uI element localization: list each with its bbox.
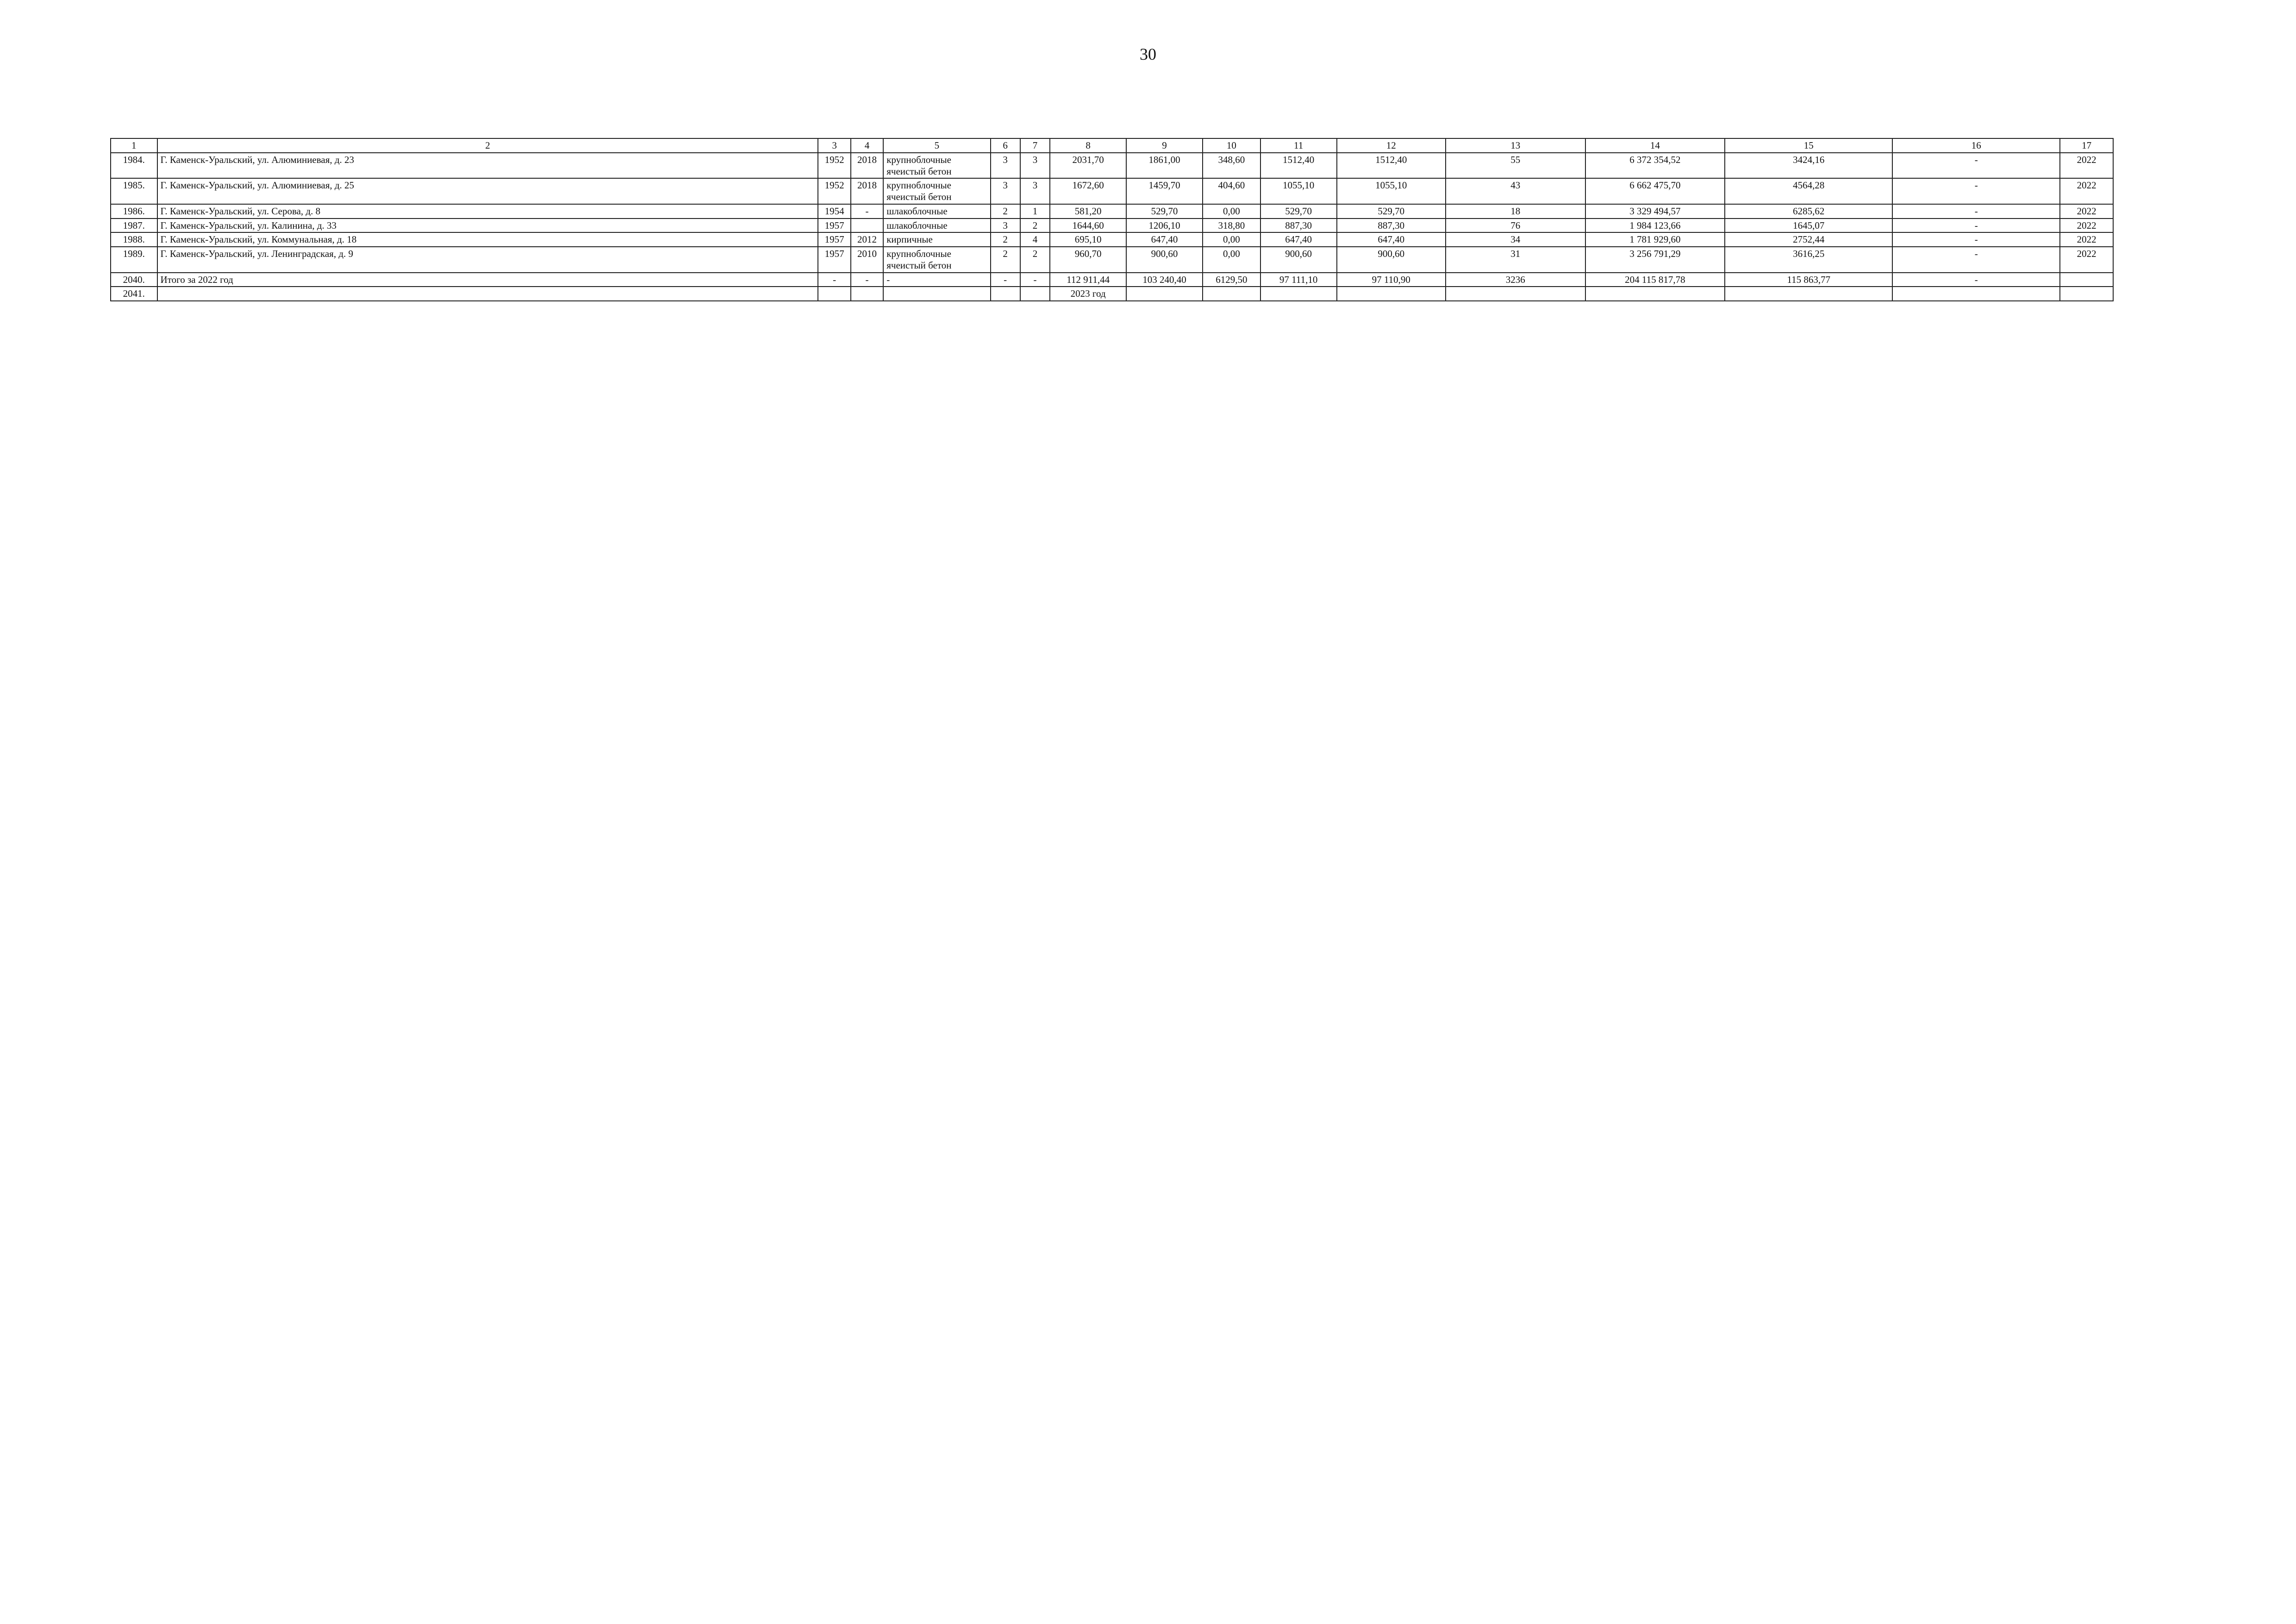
column-16-cell: - [1892,153,2060,179]
floors-cell: 3 [991,153,1020,179]
floors-cell: 2 [991,232,1020,247]
wall-material-cell: крупноблочные ячеистый бетон [883,178,990,204]
wall-material-cell: шлакоблочные [883,204,990,219]
table-row [111,153,2113,179]
plan-year-cell: 2022 [2060,232,2113,247]
total-area-cell: 960,70 [1050,247,1126,273]
year-repair-cell: - [851,204,883,219]
wall-material-cell [883,287,990,301]
column-number-header: 9 [1126,138,1203,153]
column-number-header: 5 [883,138,990,153]
area-cell [1337,287,1446,301]
area-cell: 1055,10 [1337,178,1446,204]
column-number-header: 6 [991,138,1020,153]
year-built-cell: - [818,273,850,287]
year-built-cell: 1954 [818,204,850,219]
plan-year-cell: 2022 [2060,178,2113,204]
year-built-cell: 1957 [818,232,850,247]
year-repair-cell: - [851,273,883,287]
area-cell: 529,70 [1337,204,1446,219]
year-built-cell: 1952 [818,178,850,204]
repair-cost-cell [1585,287,1725,301]
total-area-cell: 1672,60 [1050,178,1126,204]
column-number-header: 4 [851,138,883,153]
year-repair-cell [851,287,883,301]
floors-cell: 2 [991,204,1020,219]
residents-cell [1446,287,1585,301]
living-area-cell: 1206,10 [1126,219,1203,233]
total-area-cell: 2023 год [1050,287,1126,301]
nonresidential-area-cell: 0,00 [1203,247,1260,273]
residents-cell: 43 [1446,178,1585,204]
wall-material-cell: кирпичные [883,232,990,247]
wall-material-cell: - [883,273,990,287]
living-area-cell: 1861,00 [1126,153,1203,179]
repair-cost-cell: 3 256 791,29 [1585,247,1725,273]
residents-cell: 76 [1446,219,1585,233]
column-number-header: 16 [1892,138,2060,153]
plan-year-cell [2060,273,2113,287]
year-built-cell: 1952 [818,153,850,179]
plan-year-cell: 2022 [2060,153,2113,179]
living-area-cell: 647,40 [1126,232,1203,247]
year-repair-cell: 2018 [851,153,883,179]
wall-material-cell: крупноблочные ячеистый бетон [883,153,990,179]
column-number-header: 11 [1260,138,1337,153]
entrances-cell: 1 [1020,204,1050,219]
floors-cell: 2 [991,247,1020,273]
total-area-cell: 2031,70 [1050,153,1126,179]
area-cell: 887,30 [1337,219,1446,233]
column-16-cell: - [1892,247,2060,273]
repair-cost-cell: 6 372 354,52 [1585,153,1725,179]
address-cell: Г. Каменск-Уральский, ул. Ленинградская, д. 9 [157,247,818,273]
table-row [111,178,2113,204]
floors-cell [991,287,1020,301]
cost-per-m2-cell: 6285,62 [1725,204,1892,219]
plan-year-cell: 2022 [2060,247,2113,273]
address-cell: Итого за 2022 год [157,273,818,287]
repair-cost-cell: 6 662 475,70 [1585,178,1725,204]
repair-cost-cell: 1 984 123,66 [1585,219,1725,233]
cost-per-m2-cell: 115 863,77 [1725,273,1892,287]
area-cell: 97 110,90 [1337,273,1446,287]
column-number-header: 17 [2060,138,2113,153]
table-row [111,219,2113,233]
cost-per-m2-cell [1725,287,1892,301]
residents-cell: 34 [1446,232,1585,247]
column-number-header: 12 [1337,138,1446,153]
wall-material-cell: крупноблочные ячеистый бетон [883,247,990,273]
nonresidential-area-cell: 348,60 [1203,153,1260,179]
column-number-header: 14 [1585,138,1725,153]
area-cell: 1512,40 [1260,153,1337,179]
column-number-header: 10 [1203,138,1260,153]
year-repair-cell: 2018 [851,178,883,204]
row-number-cell: 1985. [111,178,157,204]
entrances-cell: 3 [1020,178,1050,204]
entrances-cell: 2 [1020,247,1050,273]
entrances-cell: 2 [1020,219,1050,233]
residents-cell: 18 [1446,204,1585,219]
column-number-header: 7 [1020,138,1050,153]
floors-cell: 3 [991,219,1020,233]
residents-cell: 3236 [1446,273,1585,287]
address-cell: Г. Каменск-Уральский, ул. Серова, д. 8 [157,204,818,219]
row-number-cell: 2041. [111,287,157,301]
row-number-cell: 1989. [111,247,157,273]
year-section-row [111,287,2113,301]
subtotal-row [111,273,2113,287]
column-16-cell [1892,287,2060,301]
housing-register-table [110,138,2114,301]
entrances-cell: 3 [1020,153,1050,179]
floors-cell: - [991,273,1020,287]
table-row [111,247,2113,273]
total-area-cell: 581,20 [1050,204,1126,219]
year-built-cell: 1957 [818,247,850,273]
area-cell: 900,60 [1260,247,1337,273]
address-cell: Г. Каменск-Уральский, ул. Алюминиевая, д. 25 [157,178,818,204]
address-cell [157,287,818,301]
column-16-cell: - [1892,219,2060,233]
year-built-cell [818,287,850,301]
table-body [111,153,2113,301]
nonresidential-area-cell: 0,00 [1203,204,1260,219]
area-cell: 887,30 [1260,219,1337,233]
column-16-cell: - [1892,232,2060,247]
residents-cell: 55 [1446,153,1585,179]
address-cell: Г. Каменск-Уральский, ул. Коммунальная, д. 18 [157,232,818,247]
column-number-header: 3 [818,138,850,153]
area-cell: 97 111,10 [1260,273,1337,287]
cost-per-m2-cell: 4564,28 [1725,178,1892,204]
year-repair-cell [851,219,883,233]
entrances-cell [1020,287,1050,301]
area-cell: 529,70 [1260,204,1337,219]
nonresidential-area-cell [1203,287,1260,301]
area-cell: 647,40 [1260,232,1337,247]
area-cell: 647,40 [1337,232,1446,247]
plan-year-cell: 2022 [2060,219,2113,233]
area-cell: 1055,10 [1260,178,1337,204]
column-number-header: 2 [157,138,818,153]
row-number-cell: 2040. [111,273,157,287]
floors-cell: 3 [991,178,1020,204]
page-number: 30 [1140,45,1156,63]
repair-cost-cell: 3 329 494,57 [1585,204,1725,219]
column-number-header: 15 [1725,138,1892,153]
nonresidential-area-cell: 6129,50 [1203,273,1260,287]
column-number-header: 13 [1446,138,1585,153]
cost-per-m2-cell: 1645,07 [1725,219,1892,233]
entrances-cell: 4 [1020,232,1050,247]
total-area-cell: 695,10 [1050,232,1126,247]
entrances-cell: - [1020,273,1050,287]
cost-per-m2-cell: 3616,25 [1725,247,1892,273]
wall-material-cell: шлакоблочные [883,219,990,233]
row-number-cell: 1984. [111,153,157,179]
year-repair-cell: 2012 [851,232,883,247]
repair-cost-cell: 1 781 929,60 [1585,232,1725,247]
area-cell: 900,60 [1337,247,1446,273]
row-number-cell: 1987. [111,219,157,233]
living-area-cell: 1459,70 [1126,178,1203,204]
total-area-cell: 112 911,44 [1050,273,1126,287]
living-area-cell: 900,60 [1126,247,1203,273]
plan-year-cell: 2022 [2060,204,2113,219]
address-cell: Г. Каменск-Уральский, ул. Алюминиевая, д. 23 [157,153,818,179]
column-16-cell: - [1892,204,2060,219]
nonresidential-area-cell: 318,80 [1203,219,1260,233]
table-row [111,232,2113,247]
year-built-cell: 1957 [818,219,850,233]
table-header-row [111,138,2113,153]
address-cell: Г. Каменск-Уральский, ул. Калинина, д. 33 [157,219,818,233]
living-area-cell: 103 240,40 [1126,273,1203,287]
residents-cell: 31 [1446,247,1585,273]
area-cell [1260,287,1337,301]
column-16-cell: - [1892,178,2060,204]
year-repair-cell: 2010 [851,247,883,273]
living-area-cell [1126,287,1203,301]
row-number-cell: 1988. [111,232,157,247]
column-16-cell: - [1892,273,2060,287]
cost-per-m2-cell: 3424,16 [1725,153,1892,179]
nonresidential-area-cell: 0,00 [1203,232,1260,247]
column-number-header: 8 [1050,138,1126,153]
row-number-cell: 1986. [111,204,157,219]
total-area-cell: 1644,60 [1050,219,1126,233]
cost-per-m2-cell: 2752,44 [1725,232,1892,247]
repair-cost-cell: 204 115 817,78 [1585,273,1725,287]
living-area-cell: 529,70 [1126,204,1203,219]
plan-year-cell [2060,287,2113,301]
column-number-header: 1 [111,138,157,153]
nonresidential-area-cell: 404,60 [1203,178,1260,204]
area-cell: 1512,40 [1337,153,1446,179]
table-row [111,204,2113,219]
